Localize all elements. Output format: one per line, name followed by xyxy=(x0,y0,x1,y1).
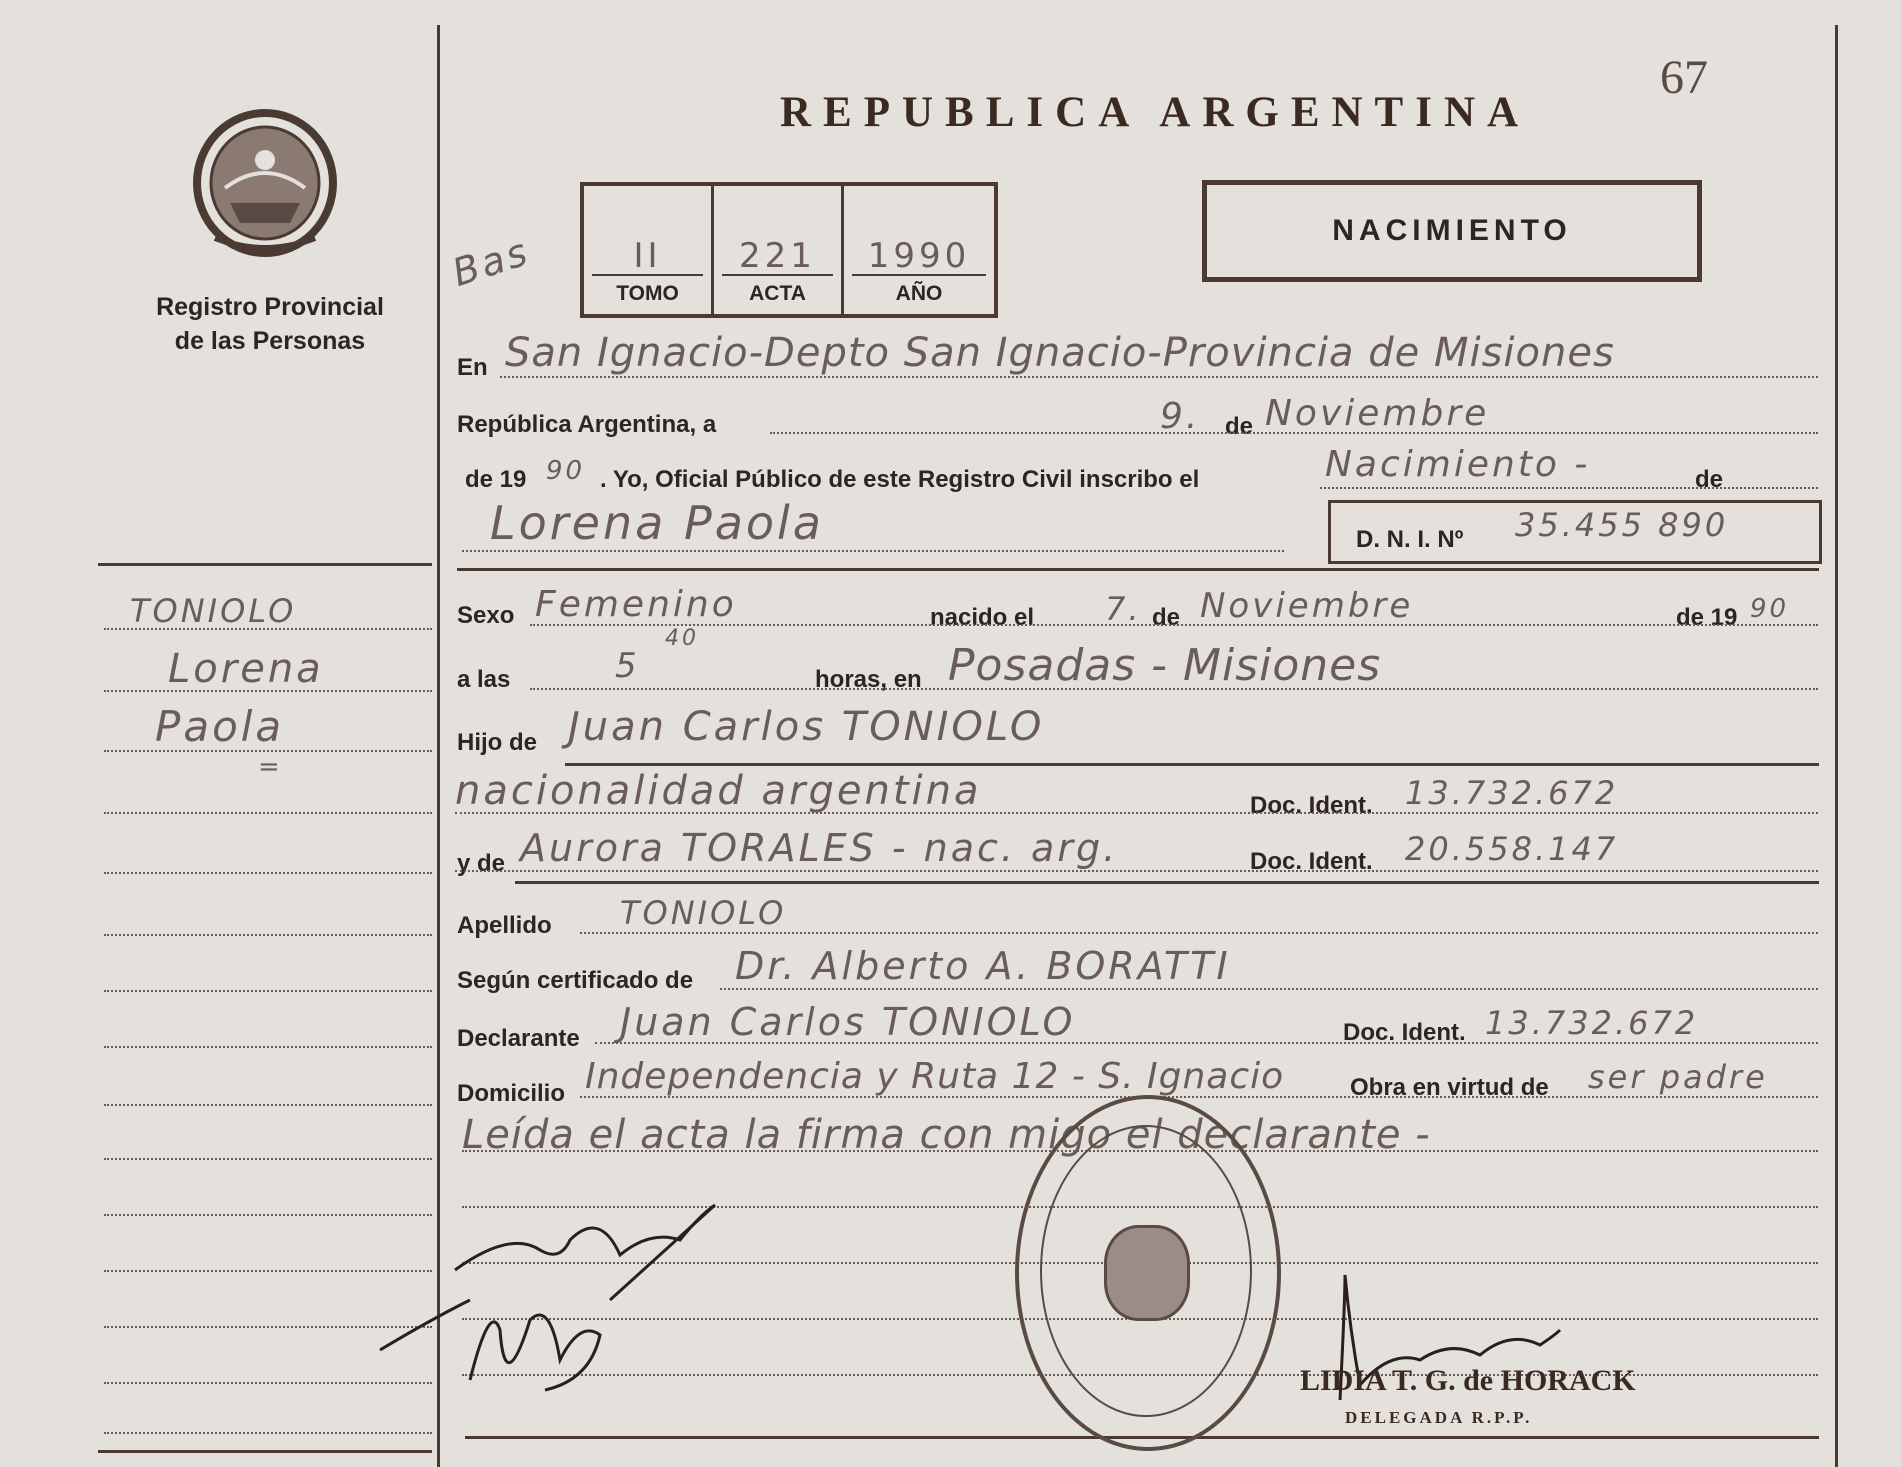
value-hora: 5 xyxy=(615,646,640,686)
sidebar-line xyxy=(104,1270,432,1272)
line-sexo xyxy=(530,624,1818,626)
value-dia-inscripcion: 9. xyxy=(1160,396,1201,437)
main-rule-1 xyxy=(457,568,1819,571)
value-madre: Aurora TORALES - nac. arg. xyxy=(520,826,1119,870)
label-apellido: Apellido xyxy=(457,912,552,939)
line-certificado xyxy=(720,988,1818,990)
sidebar-bottom-rule xyxy=(98,1450,432,1453)
sidebar-line xyxy=(104,872,432,874)
value-declarante: Juan Carlos TONIOLO xyxy=(620,1000,1076,1044)
label-de19: de 19 xyxy=(465,466,527,493)
value-mes-nac: Noviembre xyxy=(1200,586,1414,626)
acta-value: 221 xyxy=(739,236,816,276)
value-dni: 35.455 890 xyxy=(1515,506,1729,544)
provincial-seal-logo xyxy=(190,108,340,258)
registry-line-2: de las Personas xyxy=(174,327,366,355)
value-apellido: TONIOLO xyxy=(620,894,787,932)
document-title: REPUBLICA ARGENTINA xyxy=(780,89,1531,136)
sidebar-line xyxy=(104,812,432,814)
sidebar-line xyxy=(104,1158,432,1160)
label-a-las: a las xyxy=(457,666,511,693)
signatory-role: DELEGADA R.P.P. xyxy=(1345,1408,1533,1427)
value-doc-madre: 20.558.147 xyxy=(1405,830,1619,868)
line-nombre xyxy=(462,550,1284,552)
label-en: En xyxy=(457,354,488,381)
label-declarante: Declarante xyxy=(457,1025,580,1052)
line-row-3 xyxy=(1320,487,1818,489)
ano-value: 1990 xyxy=(867,236,971,276)
value-mes-inscripcion: Noviembre xyxy=(1265,393,1490,434)
sidebar-line xyxy=(104,1214,432,1216)
page-number: 67 xyxy=(1660,51,1708,104)
sidebar-top-rule xyxy=(98,563,432,566)
line-madre xyxy=(455,870,1818,872)
record-type-box: NACIMIENTO xyxy=(1202,180,1702,282)
acta-label: ACTA xyxy=(749,282,806,305)
label-de-3: de xyxy=(1152,604,1181,631)
right-border xyxy=(1835,25,1838,1467)
sidebar-line xyxy=(104,934,432,936)
value-ano-inscripcion: 90 xyxy=(546,456,586,486)
label-sexo: Sexo xyxy=(457,602,515,629)
label-doc-ident-2: Doc. Ident. xyxy=(1250,848,1373,875)
label-yo-inscribo: . Yo, Oficial Público de este Registro Civil inscribo el xyxy=(600,466,1200,493)
value-dia-nac: 7. xyxy=(1105,590,1142,628)
label-obra-en-virtud: Obra en virtud de xyxy=(1350,1074,1549,1101)
label-hijo-de: Hijo de xyxy=(457,729,538,756)
line-apellido xyxy=(580,932,1818,934)
acta-cell xyxy=(714,186,844,314)
label-domicilio: Domicilio xyxy=(457,1080,566,1107)
label-de-1: de xyxy=(1225,413,1254,440)
signatory-name: LIDIA T. G. de HORACK xyxy=(1300,1364,1636,1397)
label-segun-certificado: Según certificado de xyxy=(457,967,694,994)
seal-icon xyxy=(190,108,340,258)
column-divider xyxy=(437,25,440,1467)
line-lugar xyxy=(500,376,1818,378)
value-acto: Nacimiento - xyxy=(1325,444,1591,485)
value-doc-padre: 13.732.672 xyxy=(1405,774,1619,812)
value-minutos: 40 xyxy=(665,626,699,651)
label-doc-ident-3: Doc. Ident. xyxy=(1343,1019,1466,1046)
value-lugar-nac: Posadas - Misiones xyxy=(948,640,1382,691)
sidebar-surname: TONIOLO xyxy=(130,592,297,630)
sidebar-line xyxy=(104,1382,432,1384)
sidebar-line xyxy=(104,750,432,752)
ano-cell xyxy=(844,186,994,314)
sidebar-line xyxy=(104,1432,432,1434)
stamp-emblem-icon xyxy=(1104,1225,1190,1321)
line-row-2 xyxy=(770,432,1818,434)
value-sexo: Femenino xyxy=(535,584,737,625)
line-nacionalidad xyxy=(455,812,1818,814)
value-domicilio: Independencia y Ruta 12 - S. Ignacio xyxy=(585,1056,1285,1097)
record-number-box xyxy=(580,182,998,318)
value-ano-nac: 90 xyxy=(1750,594,1790,624)
label-dni: D. N. I. Nº xyxy=(1356,526,1464,553)
value-doc-declarante: 13.732.672 xyxy=(1485,1004,1699,1042)
initials-mark: Bas xyxy=(447,229,536,295)
value-nombre: Lorena Paola xyxy=(490,496,824,550)
tomo-value: II xyxy=(633,236,662,276)
ano-label: AÑO xyxy=(895,282,943,305)
registry-line-1: Registro Provincial xyxy=(156,293,384,321)
sidebar-line xyxy=(104,1326,432,1328)
sidebar-line xyxy=(104,690,432,692)
sidebar-name-1: Lorena xyxy=(168,646,324,692)
label-y-de: y de xyxy=(457,850,506,877)
sidebar-line xyxy=(104,990,432,992)
line-declarante xyxy=(595,1042,1818,1044)
label-republica: República Argentina, a xyxy=(457,411,717,438)
sidebar-line xyxy=(104,1104,432,1106)
sidebar-mark: = xyxy=(258,752,283,782)
value-nacionalidad-padre: nacionalidad argentina xyxy=(455,768,982,814)
label-de19-b: de 19 xyxy=(1676,604,1738,631)
sidebar-name-2: Paola xyxy=(155,702,285,751)
line-hora xyxy=(530,688,1818,690)
line-domicilio xyxy=(580,1096,1818,1098)
label-de-2: de xyxy=(1695,466,1724,493)
value-padre: Juan Carlos TONIOLO xyxy=(568,704,1045,750)
value-certificado: Dr. Alberto A. BORATTI xyxy=(735,944,1231,988)
tomo-label: TOMO xyxy=(616,282,679,305)
registry-name xyxy=(130,290,410,358)
sidebar-line xyxy=(104,1046,432,1048)
main-rule-3 xyxy=(515,881,1819,884)
label-doc-ident-1: Doc. Ident. xyxy=(1250,792,1373,819)
value-obra: ser padre xyxy=(1588,1058,1768,1096)
label-horas-en: horas, en xyxy=(815,666,922,693)
value-cierre: Leída el acta la firma con migo el declarante - xyxy=(462,1112,1431,1158)
main-rule-2 xyxy=(565,763,1819,766)
sidebar-line xyxy=(104,628,432,630)
tomo-cell xyxy=(584,186,714,314)
value-lugar: San Ignacio-Depto San Ignacio-Provincia de Misiones xyxy=(505,330,1615,376)
label-nacido: nacido el xyxy=(930,604,1035,631)
